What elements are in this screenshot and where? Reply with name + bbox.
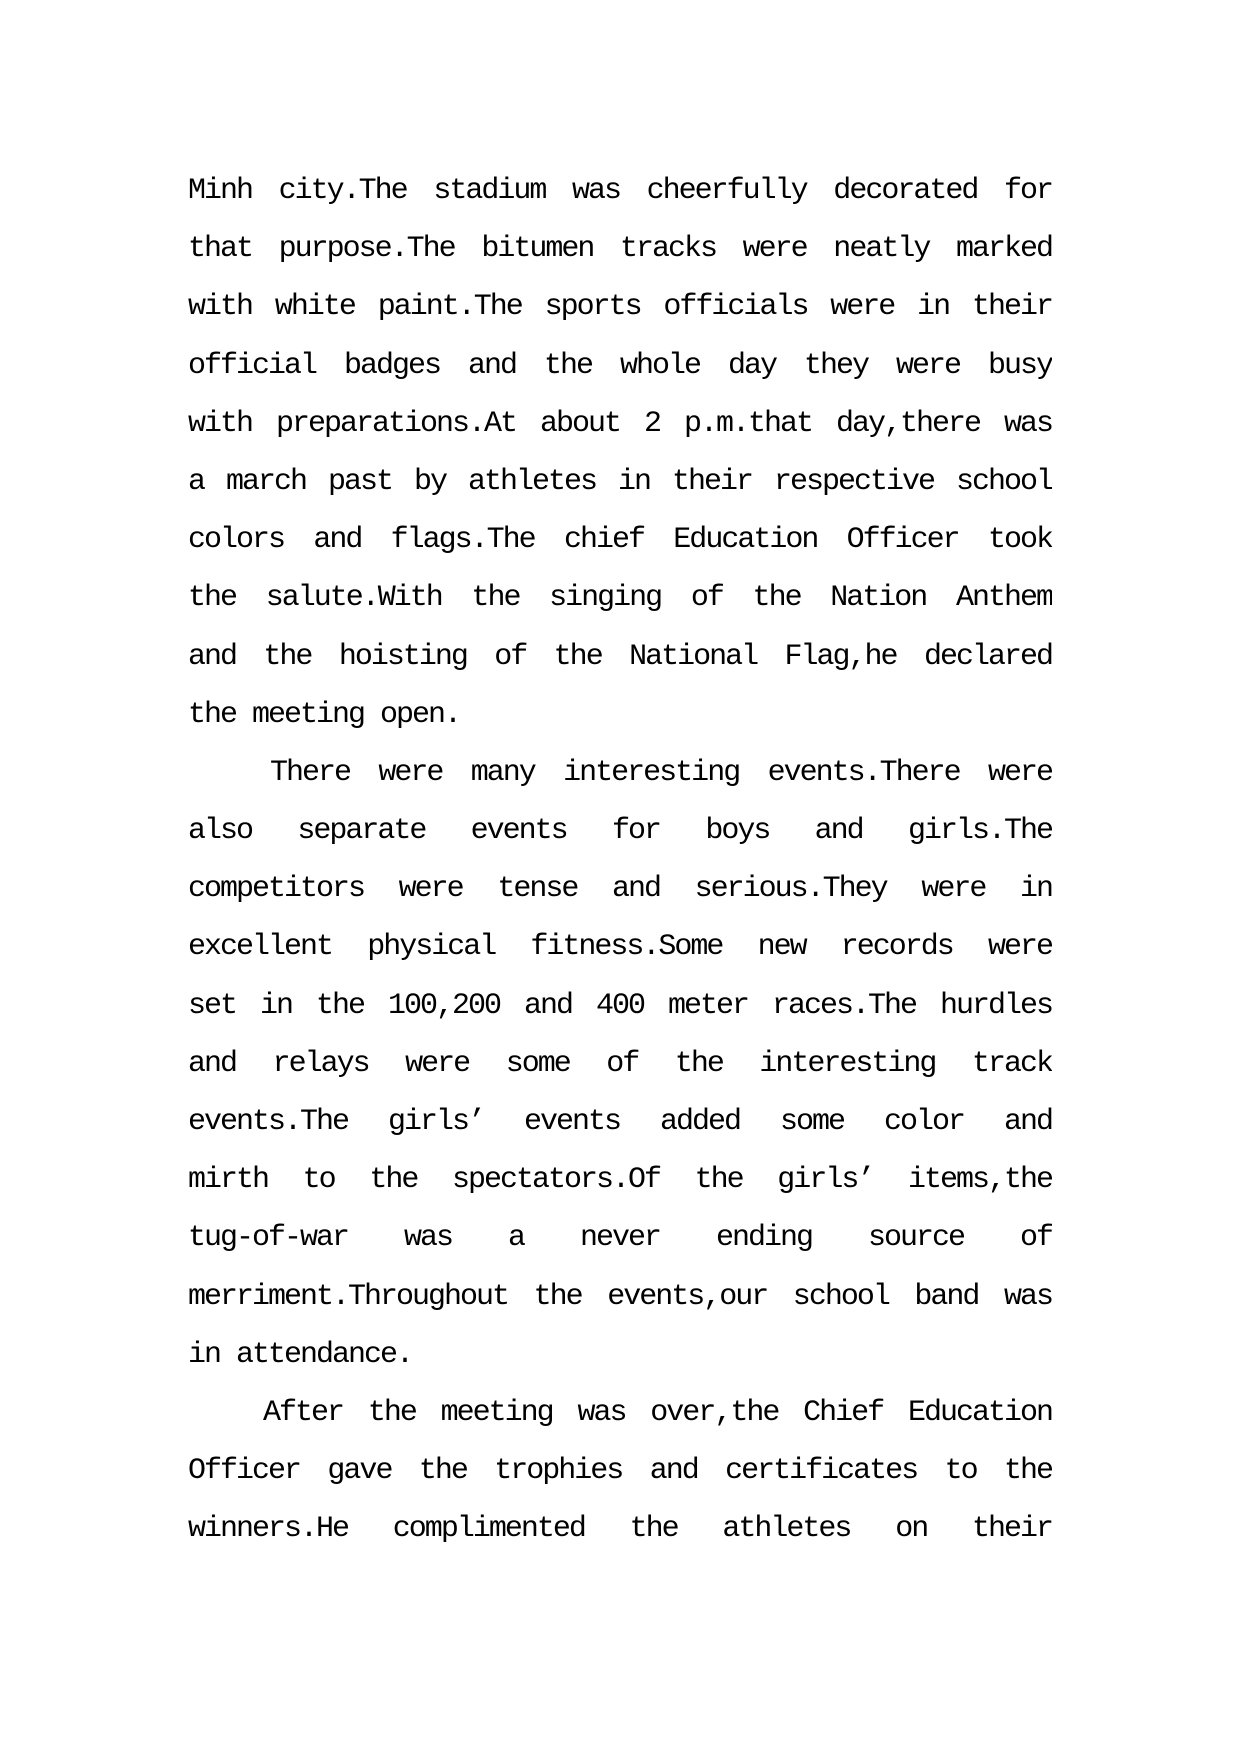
body-text [188,162,1052,1559]
text-line: set in the 100,200 and 400 meter races.The hurdles [188,988,1052,1023]
text-line: Minh city.The stadium was cheerfully decorated for [188,174,1052,208]
paragraph-2 [188,744,1052,1384]
text-line: excellent physical fitness.Some new records were [188,930,1052,965]
text-line: the salute.With the singing of the Nation Anthem [188,581,1052,616]
text-line: colors and flags.The chief Education Officer took [188,523,1052,558]
text-line: the meeting open. [188,697,461,732]
text-line: winners.He complimented the athletes on their [188,1512,1052,1547]
text-line: a march past by athletes in their respective school [188,464,1052,499]
text-line: After the meeting was over,the Chief Education [263,1395,1052,1430]
paragraph-3 [188,1384,1052,1559]
text-line: and relays were some of the interesting track [188,1046,1052,1081]
text-line: in attendance. [188,1337,413,1372]
text-line: competitors were tense and serious.They were in [188,872,1052,907]
text-line: mirth to the spectators.Of the girls’ items,the [188,1163,1052,1198]
text-line: There were many interesting events.There were [270,755,1052,790]
text-line: also separate events for boys and girls.The [188,814,1052,849]
text-line: events.The girls’ events added some color and [188,1105,1052,1139]
text-line: Officer gave the trophies and certificates to the [188,1454,1052,1489]
text-line: official badges and the whole day they were busy [188,348,1052,383]
text-line: tug-of-war was a never ending source of [188,1221,1052,1256]
paragraph-1 [188,162,1052,744]
text-line: that purpose.The bitumen tracks were neatly marked [188,232,1052,267]
text-line: with preparations.At about 2 p.m.that day,there was [188,406,1052,441]
text-line: and the hoisting of the National Flag,he declared [188,639,1052,674]
text-line: with white paint.The sports officials were in their [188,290,1052,325]
text-line: merriment.Throughout the events,our school band was [188,1279,1052,1314]
